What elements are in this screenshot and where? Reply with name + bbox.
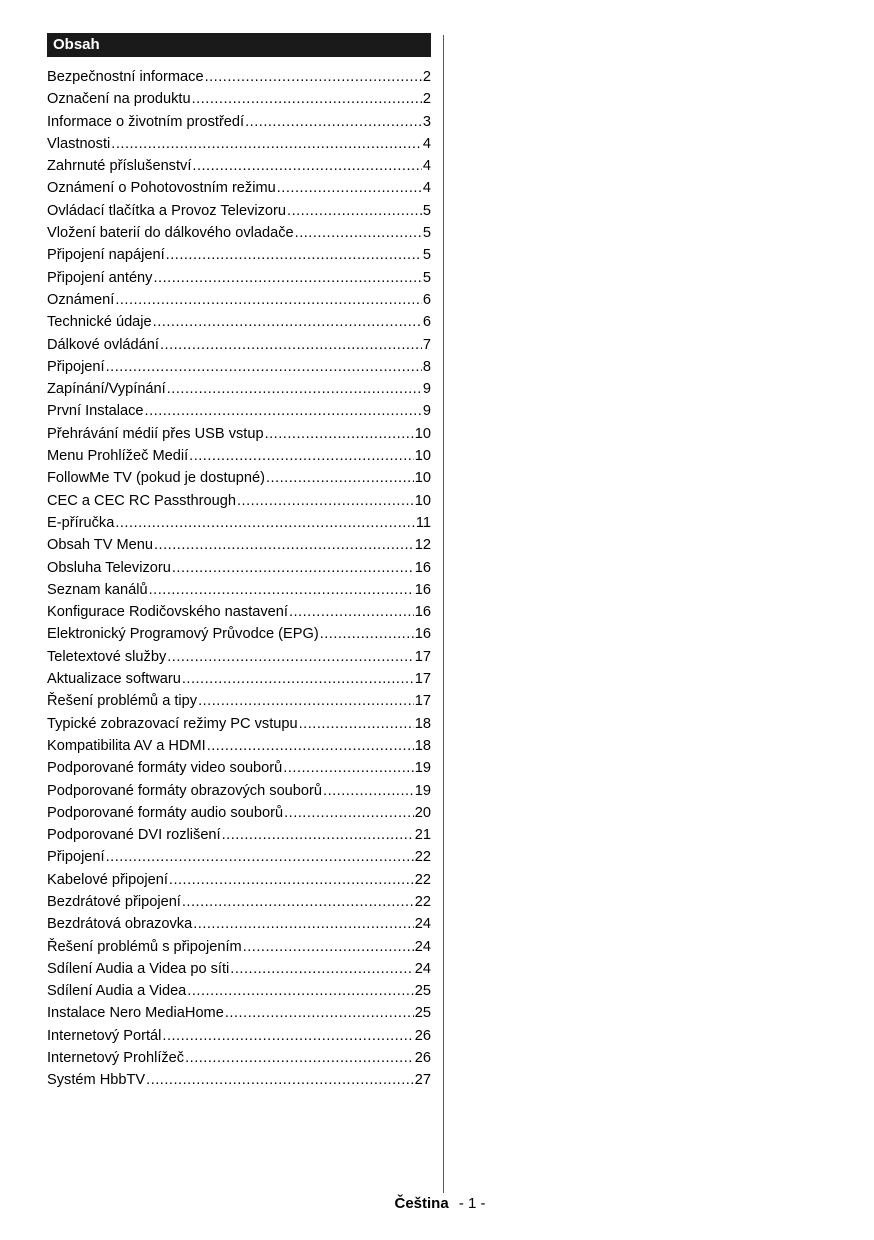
- toc-dot-leader: [207, 735, 414, 757]
- toc-entry-title: První Instalace: [47, 403, 144, 420]
- toc-entry[interactable]: [47, 869, 431, 891]
- toc-dot-leader: [265, 423, 414, 445]
- footer-language: Čeština: [394, 1195, 449, 1212]
- toc-entry[interactable]: [47, 735, 431, 757]
- toc-entry-title: Instalace Nero MediaHome: [47, 1005, 224, 1022]
- toc-entry[interactable]: [47, 111, 431, 133]
- toc-dot-leader: [111, 133, 422, 155]
- toc-entry-title: Podporované formáty video souborů: [47, 760, 283, 777]
- toc-entry-title: Elektronický Programový Průvodce (EPG): [47, 626, 319, 643]
- toc-entry-page: 6: [422, 291, 431, 308]
- toc-entry-title: Kabelové připojení: [47, 871, 168, 888]
- toc-entry-page: 9: [422, 403, 431, 420]
- toc-entry-page: 17: [414, 693, 431, 710]
- toc-entry-page: 5: [422, 247, 431, 264]
- toc-dot-leader: [266, 467, 414, 489]
- toc-dot-leader: [230, 958, 413, 980]
- toc-list: [47, 66, 431, 1092]
- toc-dot-leader: [198, 690, 414, 712]
- toc-dot-leader: [169, 869, 414, 891]
- toc-dot-leader: [146, 1069, 414, 1091]
- toc-entry-page: 25: [414, 983, 431, 1000]
- toc-entry[interactable]: [47, 780, 431, 802]
- toc-entry-page: 21: [414, 827, 431, 844]
- toc-entry[interactable]: [47, 891, 431, 913]
- toc-dot-leader: [289, 601, 414, 623]
- toc-entry-title: Ovládací tlačítka a Provoz Televizoru: [47, 202, 287, 219]
- toc-dot-leader: [153, 267, 421, 289]
- toc-entry-page: 7: [422, 336, 431, 353]
- toc-entry[interactable]: [47, 1047, 431, 1069]
- toc-entry[interactable]: [47, 802, 431, 824]
- toc-entry[interactable]: [47, 646, 431, 668]
- toc-entry-page: 16: [414, 581, 431, 598]
- toc-dot-leader: [115, 512, 415, 534]
- toc-entry-page: 6: [422, 314, 431, 331]
- toc-entry-title: Vložení baterií do dálkového ovladače: [47, 225, 294, 242]
- toc-entry-title: Technické údaje: [47, 314, 152, 331]
- toc-entry-title: Podporované formáty audio souborů: [47, 804, 284, 821]
- toc-dot-leader: [283, 757, 413, 779]
- toc-entry-title: Kompatibilita AV a HDMI: [47, 737, 206, 754]
- toc-dot-leader: [189, 445, 414, 467]
- toc-entry[interactable]: [47, 668, 431, 690]
- toc-dot-leader: [245, 111, 422, 133]
- toc-entry[interactable]: [47, 356, 431, 378]
- toc-dot-leader: [284, 802, 414, 824]
- toc-dot-leader: [222, 824, 414, 846]
- toc-dot-leader: [187, 980, 413, 1002]
- toc-entry-title: Připojení napájení: [47, 247, 165, 264]
- toc-dot-leader: [106, 846, 414, 868]
- toc-entry-title: Bezdrátové připojení: [47, 893, 181, 910]
- toc-entry[interactable]: [47, 980, 431, 1002]
- toc-entry-page: 17: [414, 671, 431, 688]
- toc-entry-page: 2: [422, 69, 431, 85]
- toc-dot-leader: [160, 334, 422, 356]
- toc-entry[interactable]: [47, 289, 431, 311]
- page-footer: [0, 1195, 874, 1212]
- toc-entry-title: Aktualizace softwaru: [47, 671, 181, 688]
- toc-entry-page: 20: [414, 804, 431, 821]
- toc-entry-page: 5: [422, 269, 431, 286]
- toc-entry-title: Sdílení Audia a Videa: [47, 983, 187, 1000]
- toc-entry-title: Vlastnosti: [47, 135, 111, 152]
- toc-entry-title: Řešení problémů a tipy: [47, 693, 198, 710]
- toc-entry-title: Typické zobrazovací režimy PC vstupu: [47, 715, 298, 732]
- toc-entry-title: Menu Prohlížeč Medií: [47, 448, 189, 465]
- toc-entry[interactable]: [47, 267, 431, 289]
- footer-page-number: - 1 -: [458, 1195, 486, 1212]
- toc-entry[interactable]: [47, 936, 431, 958]
- toc-entry-title: Sdílení Audia a Videa po síti: [47, 960, 230, 977]
- toc-entry[interactable]: [47, 467, 431, 489]
- toc-entry-title: Obsluha Televizoru: [47, 559, 171, 576]
- toc-entry-title: Připojení: [47, 849, 105, 866]
- toc-dot-leader: [172, 557, 414, 579]
- toc-entry-page: 22: [414, 871, 431, 888]
- toc-entry[interactable]: [47, 423, 431, 445]
- toc-entry-title: Systém HbbTV: [47, 1072, 146, 1089]
- toc-entry-title: Řešení problémů s připojením: [47, 938, 242, 955]
- toc-entry[interactable]: [47, 244, 431, 266]
- toc-entry-page: 12: [414, 537, 431, 554]
- toc-entry-title: Seznam kanálů: [47, 581, 148, 598]
- column-divider: [443, 35, 444, 1193]
- toc-entry[interactable]: [47, 623, 431, 645]
- toc-entry-title: Dálkové ovládání: [47, 336, 159, 353]
- toc-entry-page: 16: [414, 559, 431, 576]
- toc-dot-leader: [185, 1047, 414, 1069]
- toc-entry-title: Konfigurace Rodičovského nastavení: [47, 604, 288, 621]
- toc-entry[interactable]: [47, 601, 431, 623]
- toc-dot-leader: [167, 646, 414, 668]
- toc-entry-title: Informace o životním prostředí: [47, 113, 245, 130]
- toc-dot-leader: [205, 66, 422, 88]
- toc-entry[interactable]: [47, 133, 431, 155]
- toc-dot-leader: [106, 356, 422, 378]
- toc-dot-leader: [295, 222, 422, 244]
- toc-entry[interactable]: [47, 913, 431, 935]
- toc-entry-page: 25: [414, 1005, 431, 1022]
- toc-entry-page: 4: [422, 135, 431, 152]
- toc-entry[interactable]: [47, 155, 431, 177]
- toc-dot-leader: [192, 88, 422, 110]
- toc-dot-leader: [154, 534, 414, 556]
- toc-entry-page: 24: [414, 916, 431, 933]
- toc-entry-page: 10: [414, 492, 431, 509]
- toc-entry-title: Označení na produktu: [47, 91, 191, 108]
- toc-entry[interactable]: [47, 378, 431, 400]
- toc-dot-leader: [243, 936, 414, 958]
- toc-entry[interactable]: [47, 445, 431, 467]
- toc-dot-leader: [237, 490, 414, 512]
- toc-entry-title: Podporované DVI rozlišení: [47, 827, 221, 844]
- toc-entry[interactable]: [47, 400, 431, 422]
- toc-dot-leader: [277, 177, 422, 199]
- toc-dot-leader: [115, 289, 422, 311]
- toc-dot-leader: [166, 244, 422, 266]
- toc-entry-title: Internetový Portál: [47, 1027, 162, 1044]
- toc-entry-page: 10: [414, 425, 431, 442]
- toc-entry[interactable]: [47, 1069, 431, 1091]
- toc-entry-title: Bezpečnostní informace: [47, 69, 204, 85]
- toc-entry-page: 10: [414, 448, 431, 465]
- toc-entry-page: 22: [414, 849, 431, 866]
- toc-entry[interactable]: [47, 88, 431, 110]
- toc-entry-page: 9: [422, 381, 431, 398]
- toc-entry-page: 5: [422, 202, 431, 219]
- toc-dot-leader: [153, 311, 422, 333]
- toc-entry-page: 26: [414, 1050, 431, 1067]
- toc-entry-page: 16: [414, 626, 431, 643]
- toc-entry-page: 22: [414, 893, 431, 910]
- toc-entry-title: Obsah TV Menu: [47, 537, 153, 554]
- toc-entry[interactable]: [47, 200, 431, 222]
- toc-entry[interactable]: [47, 1002, 431, 1024]
- toc-entry-title: Zapínání/Vypínání: [47, 381, 166, 398]
- toc-entry[interactable]: [47, 713, 431, 735]
- toc-entry-title: Oznámení o Pohotovostním režimu: [47, 180, 276, 197]
- toc-entry[interactable]: [47, 757, 431, 779]
- toc-entry[interactable]: [47, 1025, 431, 1047]
- toc-dot-leader: [299, 713, 414, 735]
- toc-entry-page: 18: [414, 715, 431, 732]
- toc-entry[interactable]: [47, 824, 431, 846]
- toc-dot-leader: [145, 400, 422, 422]
- toc-entry-title: Oznámení: [47, 291, 115, 308]
- toc-entry-page: 10: [414, 470, 431, 487]
- toc-dot-leader: [167, 378, 422, 400]
- toc-entry-title: Teletextové služby: [47, 648, 167, 665]
- toc-entry-page: 24: [414, 938, 431, 955]
- toc-dot-leader: [149, 579, 414, 601]
- toc-entry[interactable]: [47, 311, 431, 333]
- toc-dot-leader: [287, 200, 422, 222]
- toc-entry-title: Zahrnuté příslušenství: [47, 158, 192, 175]
- toc-entry[interactable]: [47, 958, 431, 980]
- toc-entry[interactable]: [47, 534, 431, 556]
- toc-entry-page: 2: [422, 91, 431, 108]
- toc-entry[interactable]: [47, 334, 431, 356]
- toc-dot-leader: [182, 668, 414, 690]
- toc-entry-page: 4: [422, 158, 431, 175]
- toc-entry-title: Podporované formáty obrazových souborů: [47, 782, 323, 799]
- toc-entry-title: CEC a CEC RC Passthrough: [47, 492, 236, 509]
- toc-entry-page: 19: [414, 760, 431, 777]
- toc-entry-page: 4: [422, 180, 431, 197]
- toc-entry[interactable]: [47, 177, 431, 199]
- toc-entry[interactable]: [47, 490, 431, 512]
- toc-dot-leader: [162, 1025, 413, 1047]
- toc-entry-page: 5: [422, 225, 431, 242]
- toc-entry-page: 27: [414, 1072, 431, 1089]
- toc-entry-page: 8: [422, 358, 431, 375]
- toc-entry-page: 26: [414, 1027, 431, 1044]
- toc-dot-leader: [192, 155, 421, 177]
- toc-dot-leader: [225, 1002, 414, 1024]
- toc-entry-title: Připojení antény: [47, 269, 153, 286]
- toc-entry[interactable]: [47, 846, 431, 868]
- toc-dot-leader: [182, 891, 414, 913]
- toc-dot-leader: [193, 913, 414, 935]
- toc-entry[interactable]: [47, 690, 431, 712]
- toc-entry-page: 24: [414, 960, 431, 977]
- toc-entry-page: 3: [422, 113, 431, 130]
- toc-dot-leader: [320, 623, 414, 645]
- toc-dot-leader: [323, 780, 414, 802]
- toc-entry[interactable]: [47, 222, 431, 244]
- toc-entry-title: FollowMe TV (pokud je dostupné): [47, 470, 265, 487]
- toc-entry-page: 11: [415, 514, 431, 531]
- toc-entry-page: 18: [414, 737, 431, 754]
- toc-entry-page: 19: [414, 782, 431, 799]
- toc-entry[interactable]: [47, 66, 431, 88]
- toc-entry[interactable]: [47, 579, 431, 601]
- table-of-contents: [47, 33, 431, 1092]
- toc-entry-title: Přehrávání médií přes USB vstup: [47, 425, 264, 442]
- toc-entry-title: E-příručka: [47, 514, 115, 531]
- toc-entry[interactable]: [47, 557, 431, 579]
- toc-entry-page: 17: [414, 648, 431, 665]
- toc-heading: Obsah: [47, 33, 431, 57]
- toc-entry-title: Bezdrátová obrazovka: [47, 916, 193, 933]
- toc-entry-title: Internetový Prohlížeč: [47, 1050, 185, 1067]
- toc-entry[interactable]: [47, 512, 431, 534]
- toc-entry-page: 16: [414, 604, 431, 621]
- toc-entry-title: Připojení: [47, 358, 105, 375]
